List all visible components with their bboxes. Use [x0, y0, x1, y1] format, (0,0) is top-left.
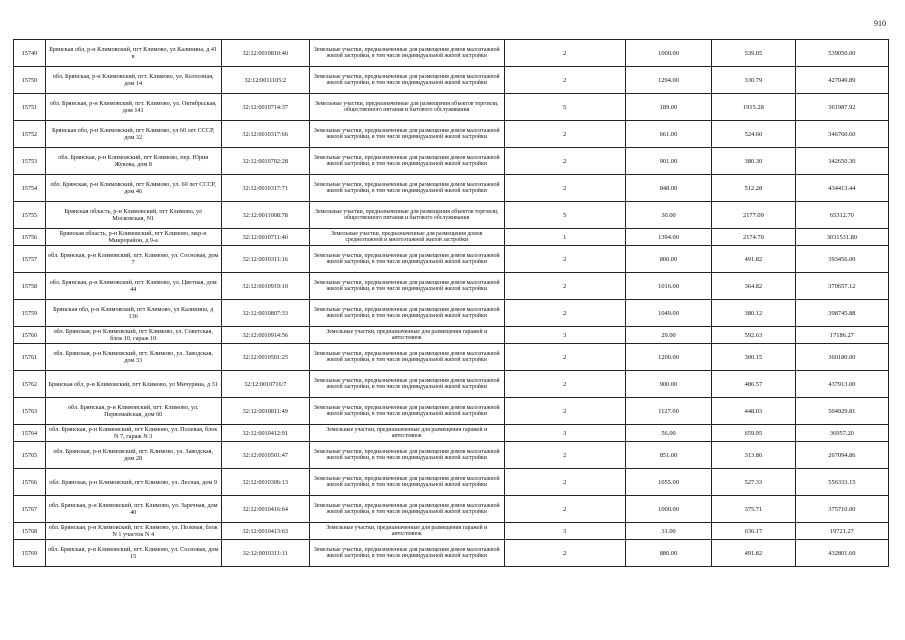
area-cell: 1127.00 [625, 398, 711, 425]
table-row [14, 94, 889, 121]
address-cell: обл. Брянская, р-н Климовский, пгт. Климово, ул. Полевая, блок N 1 участок N 4 [45, 523, 221, 540]
group-cell: 2 [504, 469, 625, 496]
group-cell: 2 [504, 442, 625, 469]
cadastral-number-cell: 32:12:0010501:25 [221, 344, 309, 371]
cadastral-value-cell: 342650.30 [795, 148, 888, 175]
table-row [14, 469, 889, 496]
land-use-cell: Земельные участки, предназначенные для размещения гаражей и автостоянок [309, 425, 504, 442]
table-row [14, 425, 889, 442]
cadastral-number-cell: 32:12:0010311:16 [221, 246, 309, 273]
land-use-cell: Земельные участки, предназначенные для размещения объектов торговли, общественного питания и бытового обслуживания [309, 94, 504, 121]
cadastral-value-cell: 361987.92 [795, 94, 888, 121]
address-cell: обл. Брянская, р-н Климовский, пгт Климово, ул. Советская, блок 10, гараж 10 [45, 327, 221, 344]
cadastral-number-cell: 32:12:0011008:78 [221, 202, 309, 229]
cadastral-value-cell: 370657.12 [795, 273, 888, 300]
land-use-cell: Земельные участки, предназначенные для размещения гаражей и автостоянок [309, 523, 504, 540]
cadastral-number-cell: 32:12:0010412:91 [221, 425, 309, 442]
cadastral-number-cell: 32:12:0010919:10 [221, 273, 309, 300]
land-use-cell: Земельные участки, предназначенные для размещения домов малоэтажной жилой застройки, в том числе индивидуальной жилой застройки [309, 121, 504, 148]
land-use-cell: Земельные участки, предназначенные для размещения домов малоэтажной жилой застройки, в том числе индивидуальной жилой застройки [309, 148, 504, 175]
table-row [14, 273, 889, 300]
cadastral-value-cell: 434413.44 [795, 175, 888, 202]
address-cell: обл. Брянская, р-н Климовский, пгт. Климово, ул. Заречная, дом 40 [45, 496, 221, 523]
address-cell: обл. Брянская, р-н Климовский, пгт. Климово, ул. Октябрьская, дом 141 [45, 94, 221, 121]
unit-value-cell: 491.82 [712, 246, 796, 273]
row-number: 15762 [14, 371, 46, 398]
table-row [14, 246, 889, 273]
cadastral-number-cell: 32:12:0010702:28 [221, 148, 309, 175]
land-use-cell: Земельные участки, предназначенные для размещения гаражей и автостоянок [309, 327, 504, 344]
cadastral-number-cell: 32:12:0010711:40 [221, 229, 309, 246]
area-cell: 1016.00 [625, 273, 711, 300]
row-number: 15763 [14, 398, 46, 425]
land-use-cell: Земельные участки, предназначенные для размещения объектов торговли, общественного питания и бытового обслуживания [309, 202, 504, 229]
address-cell: Брянская область, р-н Климовский, пгт Климово, ул Московская, N1 [45, 202, 221, 229]
area-cell: 31.00 [625, 523, 711, 540]
land-use-cell: Земельные участки, предназначенные для размещения домов малоэтажной жилой застройки, в том числе индивидуальной жилой застройки [309, 246, 504, 273]
land-use-cell: Земельные участки, предназначенные для размещения домов малоэтажной жилой застройки, в том числе индивидуальной жилой застройки [309, 469, 504, 496]
cadastral-value-cell: 398745.88 [795, 300, 888, 327]
group-cell: 2 [504, 300, 625, 327]
group-cell: 5 [504, 94, 625, 121]
row-number: 15750 [14, 67, 46, 94]
cadastral-number-cell: 32:12:0010306:13 [221, 469, 309, 496]
area-cell: 1049.00 [625, 300, 711, 327]
table-row [14, 121, 889, 148]
unit-value-cell: 300.15 [712, 344, 796, 371]
cadastral-value-cell: 65312.70 [795, 202, 888, 229]
unit-value-cell: 380.12 [712, 300, 796, 327]
unit-value-cell: 512.28 [712, 175, 796, 202]
cadastral-value-cell: 267094.86 [795, 442, 888, 469]
area-cell: 189.00 [625, 94, 711, 121]
unit-value-cell: 486.57 [712, 371, 796, 398]
row-number: 15769 [14, 540, 46, 567]
table-row [14, 523, 889, 540]
unit-value-cell: 592.63 [712, 327, 796, 344]
address-cell: обл. Брянская, р-н Климовский, пгт Климово, ул. Полевая, блок N 7, гараж N 3 [45, 425, 221, 442]
address-cell: обл. Брянская, р-н Климовский, пгт. Климово, ул. Цветная, дом 44 [45, 273, 221, 300]
table-row [14, 327, 889, 344]
table-row [14, 229, 889, 246]
address-cell: обл. Брянская, р-н Климовский, пгт. Климово, ул. Колхозная, дом 14 [45, 67, 221, 94]
address-cell: обл. Брянская, р-н Климовский, пгт. Климово, ул. Заводская, дом 33 [45, 344, 221, 371]
unit-value-cell: 527.33 [712, 469, 796, 496]
row-number: 15766 [14, 469, 46, 496]
land-use-cell: Земельные участки, предназначенные для размещения домов малоэтажной жилой застройки, в том числе индивидуальной жилой застройки [309, 273, 504, 300]
row-number: 15765 [14, 442, 46, 469]
cadastral-number-cell: 32:12:0010317:71 [221, 175, 309, 202]
cadastral-value-cell: 504929.81 [795, 398, 888, 425]
unit-value-cell: 636.17 [712, 523, 796, 540]
cadastral-value-cell: 346760.60 [795, 121, 888, 148]
group-cell: 3 [504, 523, 625, 540]
group-cell: 3 [504, 425, 625, 442]
land-use-cell: Земельные участки, предназначенные для размещения домов малоэтажной жилой застройки, в том числе индивидуальной жилой застройки [309, 67, 504, 94]
group-cell: 2 [504, 540, 625, 567]
cadastral-value-cell: 19721.27 [795, 523, 888, 540]
area-cell: 900.00 [625, 371, 711, 398]
unit-value-cell: 375.71 [712, 496, 796, 523]
registry-table-body [14, 40, 889, 567]
unit-value-cell: 313.86 [712, 442, 796, 469]
cadastral-value-cell: 360180.00 [795, 344, 888, 371]
area-cell: 901.00 [625, 148, 711, 175]
unit-value-cell: 448.03 [712, 398, 796, 425]
row-number: 15759 [14, 300, 46, 327]
group-cell: 2 [504, 40, 625, 67]
table-row [14, 67, 889, 94]
cadastral-value-cell: 36957.20 [795, 425, 888, 442]
cadastral-value-cell: 375710.00 [795, 496, 888, 523]
row-number: 15758 [14, 273, 46, 300]
address-cell: обл. Брянская, р-н Климовский, пгт Климово, ул. Лесная, дом 9 [45, 469, 221, 496]
table-row [14, 202, 889, 229]
table-row [14, 40, 889, 67]
group-cell: 2 [504, 67, 625, 94]
row-number: 15756 [14, 229, 46, 246]
unit-value-cell: 539.05 [712, 40, 796, 67]
cadastral-number-cell: 32:12:0010810:40 [221, 40, 309, 67]
address-cell: Брянская область, р-н Климовский, пгт Климово, мкр-н Микрорайон, д 9-а [45, 229, 221, 246]
land-use-cell: Земельные участки, предназначенные для размещения домов малоэтажной жилой застройки, в том числе индивидуальной жилой застройки [309, 344, 504, 371]
group-cell: 2 [504, 175, 625, 202]
area-cell: 29.00 [625, 327, 711, 344]
unit-value-cell: 491.82 [712, 540, 796, 567]
address-cell: обл. Брянская, р-н Климовский, пгт. Климово, ул. Первомайская, дом 60 [45, 398, 221, 425]
group-cell: 2 [504, 246, 625, 273]
cadastral-value-cell: 432801.60 [795, 540, 888, 567]
land-use-cell: Земельные участки, предназначенные для размещения домов малоэтажной жилой застройки, в том числе индивидуальной жилой застройки [309, 40, 504, 67]
area-cell: 1055.00 [625, 469, 711, 496]
area-cell: 851.00 [625, 442, 711, 469]
unit-value-cell: 380.30 [712, 148, 796, 175]
table-row [14, 148, 889, 175]
cadastral-value-cell: 393456.00 [795, 246, 888, 273]
land-use-cell: Земельные участки, предназначенные для размещения домов среднеэтажной и многоэтажной жилой застройки [309, 229, 504, 246]
cadastral-value-cell: 539050.00 [795, 40, 888, 67]
group-cell: 2 [504, 273, 625, 300]
table-row [14, 175, 889, 202]
area-cell: 56.00 [625, 425, 711, 442]
cadastral-number-cell: 32:12:0010501:47 [221, 442, 309, 469]
group-cell: 2 [504, 371, 625, 398]
area-cell: 1000.00 [625, 40, 711, 67]
unit-value-cell: 330.79 [712, 67, 796, 94]
row-number: 15757 [14, 246, 46, 273]
group-cell: 2 [504, 496, 625, 523]
group-cell: 2 [504, 344, 625, 371]
row-number: 15760 [14, 327, 46, 344]
area-cell: 1394.00 [625, 229, 711, 246]
address-cell: Брянская обл, р-н Климовский, пгт Климово, ул 60 лет СССР, дом 32 [45, 121, 221, 148]
unit-value-cell: 1915.28 [712, 94, 796, 121]
cadastral-registry-table [13, 39, 889, 567]
table-row [14, 344, 889, 371]
land-use-cell: Земельные участки, предназначенные для размещения домов малоэтажной жилой застройки, в том числе индивидуальной жилой застройки [309, 496, 504, 523]
table-row [14, 371, 889, 398]
address-cell: Брянская обл, р-н Климовский, пгт Климово, ул Мичурина, д 31 [45, 371, 221, 398]
address-cell: Брянская обл, р-н Климовский, пгт Климово, ул Калинина, д 41 в [45, 40, 221, 67]
unit-value-cell: 524.60 [712, 121, 796, 148]
cadastral-value-cell: 437913.00 [795, 371, 888, 398]
table-row [14, 398, 889, 425]
row-number: 15768 [14, 523, 46, 540]
row-number: 15764 [14, 425, 46, 442]
land-use-cell: Земельные участки, предназначенные для размещения домов малоэтажной жилой застройки, в том числе индивидуальной жилой застройки [309, 300, 504, 327]
page-number: 910 [874, 19, 886, 28]
unit-value-cell: 2177.09 [712, 202, 796, 229]
row-number: 15753 [14, 148, 46, 175]
group-cell: 3 [504, 327, 625, 344]
cadastral-number-cell: 32:12:0011105:2 [221, 67, 309, 94]
land-use-cell: Земельные участки, предназначенные для размещения домов малоэтажной жилой застройки, в том числе индивидуальной жилой застройки [309, 398, 504, 425]
group-cell: 2 [504, 148, 625, 175]
cadastral-number-cell: 32:12:0010811:49 [221, 398, 309, 425]
group-cell: 2 [504, 121, 625, 148]
address-cell: обл. Брянская, р-н Климовский, пгт. Климово, ул. Заводская, дом 28 [45, 442, 221, 469]
row-number: 15751 [14, 94, 46, 121]
cadastral-number-cell: 32:12:0010317:66 [221, 121, 309, 148]
cadastral-number-cell: 32:12:0010311:11 [221, 540, 309, 567]
address-cell: обл. Брянская, р-н Климовский, пгт Климово, пер. Юрия Жукова, дом 8 [45, 148, 221, 175]
cadastral-number-cell: 32:12:0010416:64 [221, 496, 309, 523]
cadastral-number-cell: 32:12:0010716:7 [221, 371, 309, 398]
address-cell: обл. Брянская, р-н Климовский, пгт. Климово, ул. Сосновая, дом 7 [45, 246, 221, 273]
area-cell: 848.00 [625, 175, 711, 202]
cadastral-value-cell: 17186.27 [795, 327, 888, 344]
table-row [14, 540, 889, 567]
address-cell: Брянская обл, р-н Климовский, пгт Климово, ул Калинина, д 136 [45, 300, 221, 327]
cadastral-number-cell: 32:12:0010914:56 [221, 327, 309, 344]
row-number: 15767 [14, 496, 46, 523]
unit-value-cell: 2174.70 [712, 229, 796, 246]
row-number: 15761 [14, 344, 46, 371]
address-cell: обл. Брянская, р-н Климовский, пгт. Климово, ул. Сосновая, дом 15 [45, 540, 221, 567]
address-cell: обл. Брянская, р-н Климовский, пгт Климово, ул. 60 лет СССР, дом 46 [45, 175, 221, 202]
table-row [14, 300, 889, 327]
land-use-cell: Земельные участки, предназначенные для размещения домов малоэтажной жилой застройки, в том числе индивидуальной жилой застройки [309, 442, 504, 469]
land-use-cell: Земельные участки, предназначенные для размещения домов малоэтажной жилой застройки, в том числе индивидуальной жилой застройки [309, 540, 504, 567]
cadastral-number-cell: 32:12:0010413:63 [221, 523, 309, 540]
land-use-cell: Земельные участки, предназначенные для размещения домов малоэтажной жилой застройки, в том числе индивидуальной жилой застройки [309, 175, 504, 202]
area-cell: 1200.00 [625, 344, 711, 371]
land-use-cell: Земельные участки, предназначенные для размещения домов малоэтажной жилой застройки, в том числе индивидуальной жилой застройки [309, 371, 504, 398]
row-number: 15749 [14, 40, 46, 67]
cadastral-number-cell: 32:12:0010714:37 [221, 94, 309, 121]
cadastral-value-cell: 427049.89 [795, 67, 888, 94]
row-number: 15755 [14, 202, 46, 229]
row-number: 15754 [14, 175, 46, 202]
area-cell: 30.00 [625, 202, 711, 229]
table-row [14, 496, 889, 523]
area-cell: 1000.00 [625, 496, 711, 523]
group-cell: 1 [504, 229, 625, 246]
area-cell: 800.00 [625, 246, 711, 273]
table-row [14, 442, 889, 469]
row-number: 15752 [14, 121, 46, 148]
area-cell: 1294.00 [625, 67, 711, 94]
cadastral-value-cell: 3031531.80 [795, 229, 888, 246]
unit-value-cell: 659.95 [712, 425, 796, 442]
area-cell: 661.00 [625, 121, 711, 148]
group-cell: 5 [504, 202, 625, 229]
group-cell: 2 [504, 398, 625, 425]
area-cell: 880.00 [625, 540, 711, 567]
cadastral-value-cell: 556333.15 [795, 469, 888, 496]
cadastral-number-cell: 32:12:0010807:33 [221, 300, 309, 327]
unit-value-cell: 364.82 [712, 273, 796, 300]
